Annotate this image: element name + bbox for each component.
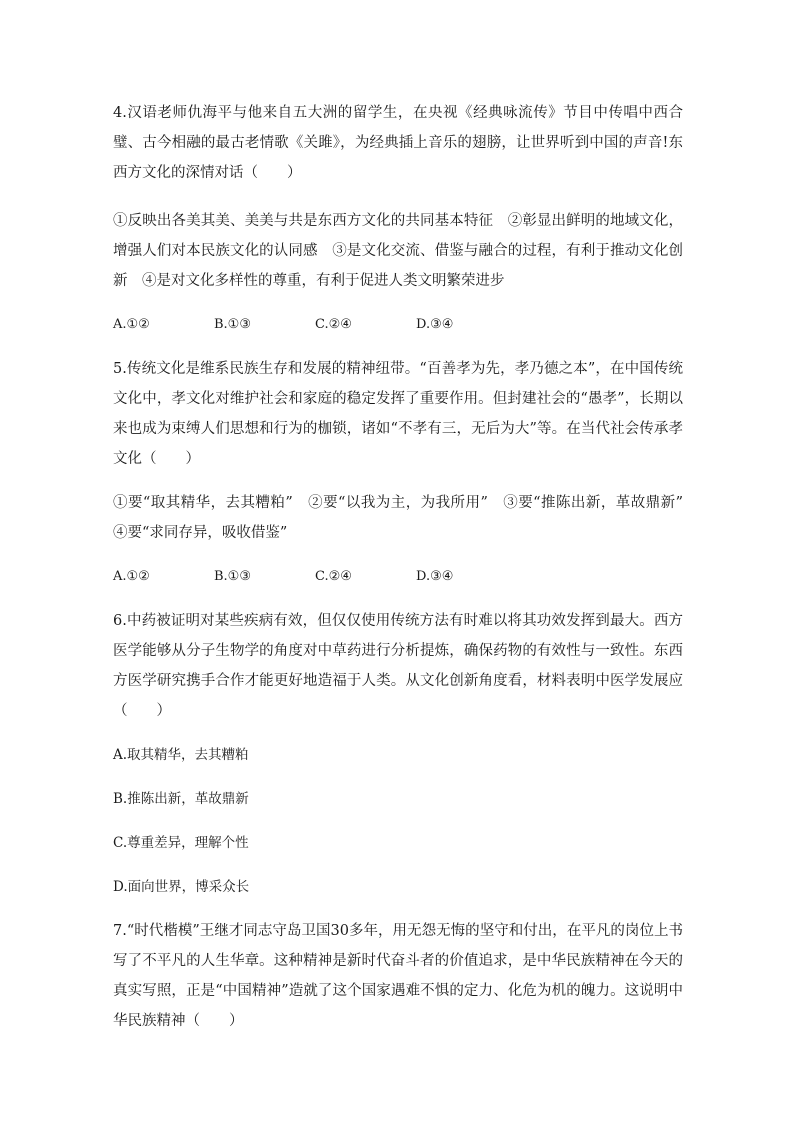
option-d: D.③④ xyxy=(416,569,454,584)
question-4-statements: ①反映出各美其美、美美与共是东西方文化的共同基本特征 ②彰显出鲜明的地域文化，增强人们对本民族文化的认同感 ③是文化交流、借鉴与融合的过程，有利于推动文化创新 ④是对文化多样性的尊重，有利于促进人类文明繁荣进步 xyxy=(113,213,683,289)
option-a: A.取其精华，去其糟粕 xyxy=(113,747,249,763)
question-6-stem: 6.中药被证明对某些疾病有效，但仅仅使用传统方法有时难以将其功效发挥到最大。西方医学能够从分子生物学的角度对中草药进行分析提炼，确保药物的有效性与一致性。东西方医学研究携手合作才能更好地造福于人类。从文化创新角度看，材料表明中医学发展应（ ） xyxy=(113,613,683,719)
question-6 xyxy=(113,606,683,902)
option-a: A.①② xyxy=(113,317,150,332)
question-7-stem: 7.“时代楷模”王继才同志守岛卫国30多年，用无怨无悔的坚守和付出，在平凡的岗位上书写了不平凡的人生华章。这种精神是新时代奋斗者的价值追求，是中华民族精神在今天的真实写照，正是“中国精神”造就了这个国家遇难不惧的定力、化危为机的魄力。这说明中华民族精神（ ） xyxy=(113,923,683,1029)
question-5-options xyxy=(113,562,683,592)
option-b: B.①③ xyxy=(214,569,251,584)
question-5-statements: ①要“取其精华，去其糟粕” ②要“以我为主，为我所用” ③要“推陈出新，革故鼎新” ④要“求同存异，吸收借鉴” xyxy=(113,495,698,541)
question-4-options xyxy=(113,310,683,340)
question-5-stem: 5.传统文化是维系民族生存和发展的精神纽带。“百善孝为先，孝乃德之本”，在中国传统文化中，孝文化对维护社会和家庭的稳定发挥了重要作用。但封建社会的“愚孝”，长期以来也成为束缚人们思想和行为的枷锁，诸如“不孝有三，无后为大”等。在当代社会传承孝文化（ ） xyxy=(113,361,683,467)
option-c: C.②④ xyxy=(315,569,352,584)
question-7 xyxy=(113,916,683,1036)
question-4 xyxy=(113,98,683,340)
option-d: D.③④ xyxy=(416,317,454,332)
option-d: D.面向世界，博采众长 xyxy=(113,879,250,895)
option-c: C.尊重差异，理解个性 xyxy=(113,835,249,851)
option-b: B.推陈出新，革故鼎新 xyxy=(113,791,249,807)
question-5 xyxy=(113,354,698,592)
question-4-stem: 4.汉语老师仇海平与他来自五大洲的留学生，在央视《经典咏流传》节目中传唱中西合璧、古今相融的最古老情歌《关雎》，为经典插上音乐的翅膀，让世界听到中国的声音!东西方文化的深情对话（ ） xyxy=(113,105,683,181)
document-page xyxy=(113,98,698,1036)
option-b: B.①③ xyxy=(214,317,251,332)
option-c: C.②④ xyxy=(315,317,352,332)
option-a: A.①② xyxy=(113,569,150,584)
